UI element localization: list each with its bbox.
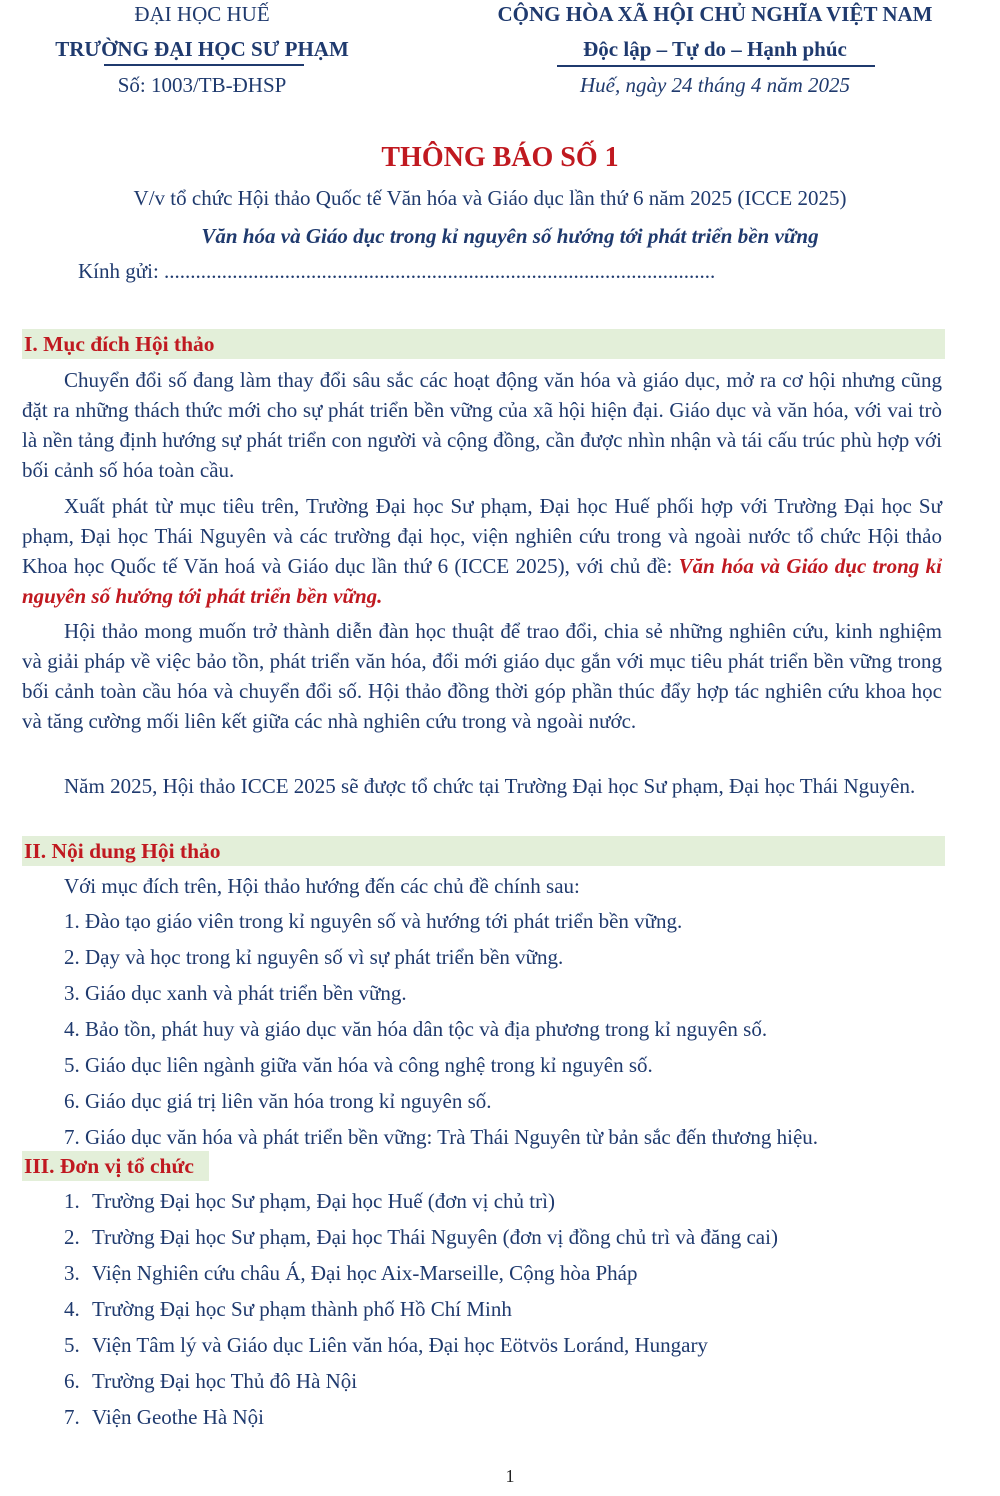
topic-item: 4. Bảo tồn, phát huy và giáo dục văn hóa dân tộc và địa phương trong kỉ nguyên số. [64, 1017, 768, 1041]
organizer-number: 3. [64, 1261, 80, 1285]
section-2-intro: Với mục đích trên, Hội thảo hướng đến các chủ đề chính sau: [64, 874, 580, 898]
organizer-item [64, 1225, 778, 1250]
topic-item: 3. Giáo dục xanh và phát triển bền vững. [64, 981, 407, 1005]
document-number: Số: 1003/TB-ĐHSP [117, 73, 287, 97]
section-3-title: III. Đơn vị tổ chức [24, 1154, 194, 1178]
section-1-paragraph-4: Năm 2025, Hội thảo ICCE 2025 sẽ được tổ chức tại Trường Đại học Sư phạm, Đại học Thái Nguyên. [64, 774, 916, 798]
organizer-item [64, 1333, 708, 1358]
section-1-paragraph-1: Chuyển đổi số đang làm thay đổi sâu sắc các hoạt động văn hóa và giáo dục, mở ra cơ hội nhưng cũng đặt ra những thách thức mới cho sự phát triển bền vững của xã hội hiện đại. Giáo dục và văn hóa, với vai trò là nền tảng định hướng sự phát triển con người và cộng đồng, cần được nhìn nhận và tái cấu trúc phù hợp với bối cảnh số hóa toàn cầu. [22, 368, 942, 482]
page-number: 1 [505, 1466, 515, 1486]
organizer-number: 6. [64, 1369, 80, 1393]
header-school: TRƯỜNG ĐẠI HỌC SƯ PHẠM [55, 37, 349, 61]
organizer-item [64, 1369, 357, 1394]
section-2-title: II. Nội dung Hội thảo [24, 839, 221, 863]
organizer-number: 7. [64, 1405, 80, 1429]
organizer-item [64, 1405, 264, 1430]
organizer-item [64, 1297, 512, 1322]
organizer-item [64, 1189, 555, 1214]
paragraph-2-theme: Văn hóa và Giáo dục trong kỉ nguyên số hướng tới phát triển bền vững. [22, 554, 942, 608]
organizer-name: Trường Đại học Sư phạm thành phố Hồ Chí Minh [92, 1297, 512, 1321]
organizer-number: 4. [64, 1297, 80, 1321]
organizer-number: 1. [64, 1189, 80, 1213]
conference-theme: Văn hóa và Giáo dục trong kỉ nguyên số hướng tới phát triển bền vững [201, 224, 819, 248]
motto-underline [557, 65, 875, 67]
section-1-paragraph-3: Hội thảo mong muốn trở thành diễn đàn học thuật để trao đổi, chia sẻ những nghiên cứu, kinh nghiệm và giải pháp về việc bảo tồn, phát triển văn hóa, đổi mới giáo dục gắn với mục tiêu phát triển bền vững trong bối cảnh toàn cầu hóa và chuyển đổi số. Hội thảo đồng thời góp phần thúc đẩy hợp tác nghiên cứu khoa học và tăng cường mối liên kết giữa các nhà nghiên cứu trong và ngoài nước. [22, 619, 942, 733]
paragraph-2-text: Xuất phát từ mục tiêu trên, Trường Đại học Sư phạm, Đại học Huế phối hợp với Trường Đại học Sư phạm, Đại học Thái Nguyên và các trường đại học, viện nghiên cứu trong và ngoài nước tổ chức Hội thảo Khoa học Quốc tế Văn hoá và Giáo dục lần thứ 6 (ICCE 2025), với chủ đề: [22, 494, 942, 578]
organizer-name: Trường Đại học Sư phạm, Đại học Huế (đơn vị chủ trì) [92, 1189, 555, 1213]
header-country: CỘNG HÒA XÃ HỘI CHỦ NGHĨA VIỆT NAM [497, 2, 933, 26]
organizer-number: 5. [64, 1333, 80, 1357]
organizer-name: Viện Nghiên cứu châu Á, Đại học Aix-Marseille, Cộng hòa Pháp [92, 1261, 638, 1285]
subtitle: V/v tổ chức Hội thảo Quốc tế Văn hóa và Giáo dục lần thứ 6 năm 2025 (ICCE 2025) [133, 186, 847, 210]
organizer-name: Trường Đại học Sư phạm, Đại học Thái Nguyên (đơn vị đồng chủ trì và đăng cai) [92, 1225, 778, 1249]
organizer-name: Viện Geothe Hà Nội [92, 1405, 264, 1429]
page-title: THÔNG BÁO SỐ 1 [381, 142, 619, 173]
section-1-title: I. Mục đích Hội thảo [24, 332, 215, 356]
document-date: Huế, ngày 24 tháng 4 năm 2025 [579, 73, 851, 97]
topic-item: 6. Giáo dục giá trị liên văn hóa trong kỉ nguyên số. [64, 1089, 492, 1113]
topic-item: 5. Giáo dục liên ngành giữa văn hóa và công nghệ trong kỉ nguyên số. [64, 1053, 653, 1077]
topic-item: 7. Giáo dục văn hóa và phát triển bền vững: Trà Thái Nguyên từ bản sắc đến thương hiệu. [64, 1125, 819, 1149]
section-1-paragraph-2 [22, 491, 942, 611]
organizer-name: Viện Tâm lý và Giáo dục Liên văn hóa, Đại học Eötvös Loránd, Hungary [92, 1333, 708, 1357]
organizer-name: Trường Đại học Thủ đô Hà Nội [92, 1369, 358, 1393]
header-university: ĐẠI HỌC HUẾ [134, 2, 270, 26]
organizer-item [64, 1261, 638, 1286]
topic-item: 1. Đào tạo giáo viên trong kỉ nguyên số và hướng tới phát triển bền vững. [64, 909, 683, 933]
topic-item: 2. Dạy và học trong kỉ nguyên số vì sự phát triển bền vững. [64, 945, 564, 969]
organizer-number: 2. [64, 1225, 80, 1249]
header-motto: Độc lập – Tự do – Hạnh phúc [583, 37, 847, 61]
school-underline [104, 64, 304, 66]
recipient-line: Kính gửi: ......................................................................................................... [78, 259, 716, 283]
